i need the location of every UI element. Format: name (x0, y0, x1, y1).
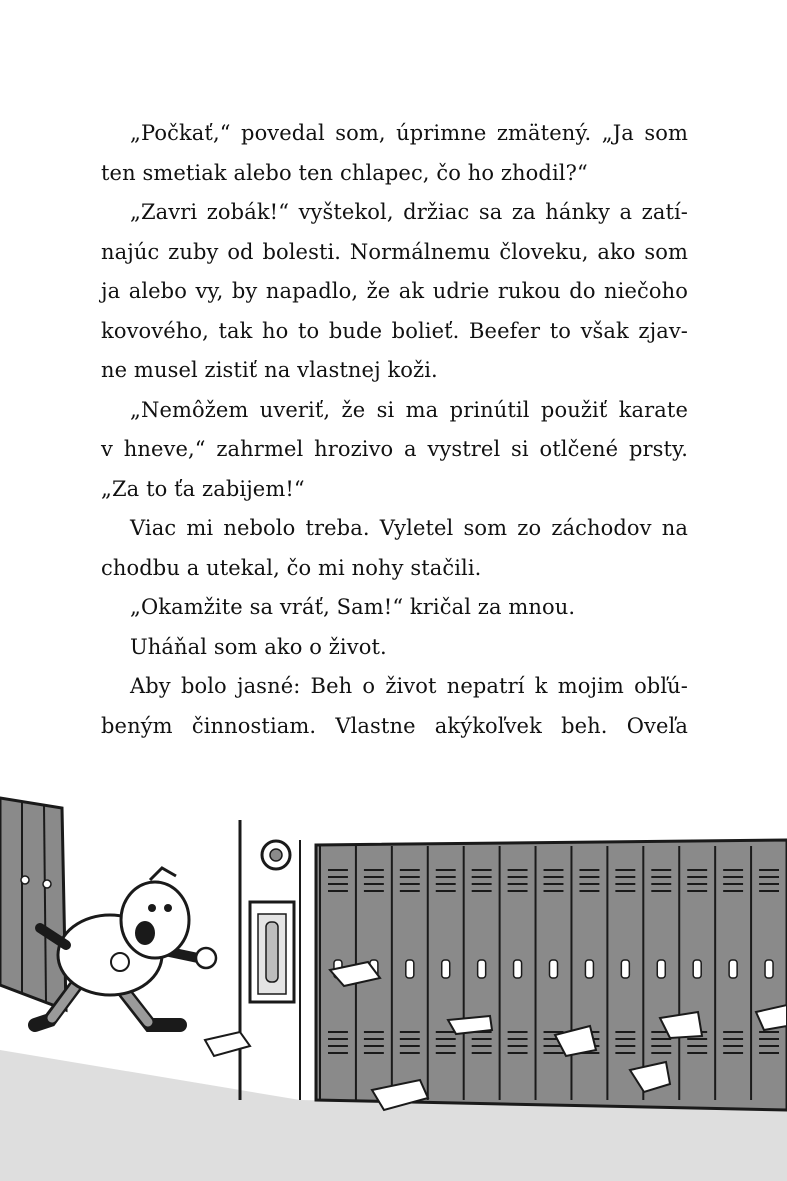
locker-lock-icon (442, 960, 450, 978)
text-line: ne musel zistiť na vlastnej koži. (101, 358, 438, 382)
locker-lock-icon (550, 960, 558, 978)
text-line: Uháňal som ako o život. (130, 634, 387, 659)
wall-bell-icon (262, 841, 290, 869)
locker-lock-icon (585, 960, 593, 978)
locker-lock-icon (478, 960, 486, 978)
text-line: beným činnostiam. Vlastne akýkoľvek beh. Oveľa (101, 713, 688, 738)
text-line: kovového, tak ho to bude bolieť. Beefer to však zjav- (101, 318, 688, 343)
fire-extinguisher-icon (250, 902, 294, 1002)
locker-lock-icon (657, 960, 665, 978)
locker-lock-icon (693, 960, 701, 978)
text-line: „Nemôžem uveriť, že si ma prinútil použiť karate (130, 397, 688, 422)
text-line: ten smetiak alebo ten chlapec, čo ho zhodil?“ (101, 160, 588, 185)
locker-lock-icon (765, 960, 773, 978)
text-line: chodbu a utekal, čo mi nohy stačili. (101, 555, 482, 580)
lockers-icon (316, 840, 787, 1110)
locker-lock-icon (621, 960, 629, 978)
text-line: „Zavri zobák!“ vyštekol, držiac sa za hánky a zatí- (130, 200, 688, 224)
locker-lock-icon (406, 960, 414, 978)
locker-lock-icon (729, 960, 737, 978)
body-text (101, 114, 688, 746)
text-line: Aby bolo jasné: Beh o život nepatrí k mojim obľú- (130, 674, 688, 698)
locker-lock-icon (514, 960, 522, 978)
text-line: „Za to ťa zabijem!“ (101, 476, 305, 501)
text-line: Viac mi nebolo treba. Vyletel som zo záchodov na (130, 516, 688, 540)
text-line: „Počkať,“ povedal som, úprimne zmätený. „Ja som (130, 121, 688, 145)
text-line: najúc zuby od bolesti. Normálnemu človeku, ako som (101, 239, 688, 264)
text-line: „Okamžite sa vráť, Sam!“ kričal za mnou. (130, 595, 576, 619)
hallway-illustration (0, 780, 787, 1181)
text-line: ja alebo vy, by napadlo, že ak udrie rukou do niečoho (101, 279, 688, 303)
text-line: v hneve,“ zahrmel hrozivo a vystrel si otlčené prsty. (101, 437, 688, 461)
lockers-icon (0, 798, 66, 1010)
